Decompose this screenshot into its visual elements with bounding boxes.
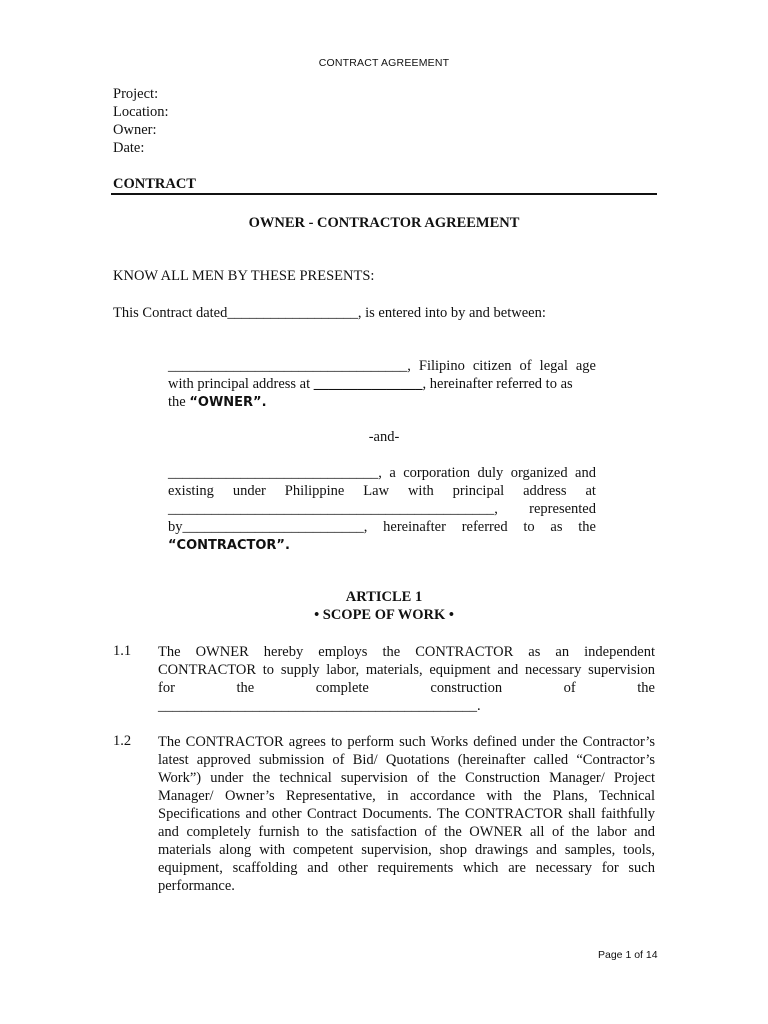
owner-address-blank: _______________ xyxy=(313,376,423,392)
contract-heading: CONTRACT xyxy=(113,176,196,192)
word: address xyxy=(523,483,567,499)
word: Law xyxy=(363,483,390,499)
owner-name-blank: _________________________________ xyxy=(168,358,408,374)
contractor-line-1 xyxy=(168,464,596,482)
clause-text-1-2 xyxy=(158,733,655,895)
represented-text: represented xyxy=(529,501,596,517)
owner-line-2-b: , hereinafter referred to as xyxy=(422,376,573,392)
word: existing xyxy=(168,483,214,499)
contractor-party-block xyxy=(168,464,596,554)
word: with xyxy=(407,483,434,499)
heading-rule xyxy=(111,193,657,195)
clause-line: CONTRACTOR to supply labor, materials, equipment and necessary supervision xyxy=(158,662,655,678)
word: at xyxy=(585,483,596,499)
clause-line: Work”) under the technical supervision of the Construction Manager/ Project xyxy=(158,770,655,786)
contractor-line-4 xyxy=(168,518,596,536)
word: hereinafter xyxy=(383,519,446,535)
owner-line-2 xyxy=(168,375,596,393)
clause-line: performance. xyxy=(158,878,235,894)
owner-line-2-a: with principal address at xyxy=(168,376,311,392)
owner-line-1-text: , Filipino citizen of legal age xyxy=(407,358,596,374)
know-all-men: KNOW ALL MEN BY THESE PRESENTS: xyxy=(113,268,375,284)
word: the xyxy=(578,519,596,535)
clause-line: The OWNER hereby employs the CONTRACTOR as an independent xyxy=(158,644,655,660)
contract-dated-line: This Contract dated__________________, is entered into by and between: xyxy=(113,305,546,321)
page-number: Page 1 of 14 xyxy=(598,949,658,961)
clause-line: The CONTRACTOR agrees to perform such Works defined under the Contractor’s xyxy=(158,734,655,750)
clause-blank-line: ____________________________________________. xyxy=(158,698,481,714)
word: to xyxy=(523,519,535,535)
clause-number: 1.2 xyxy=(113,733,132,749)
clause-line: Manager/ Owner’s Representative, in accordance with the Plans, Technical xyxy=(158,788,655,804)
project-label: Project: xyxy=(113,86,159,102)
clause-text-1-1 xyxy=(158,643,655,715)
owner-party-block xyxy=(168,357,596,411)
clause-line: latest approved submission of Bid/ Quotations (hereinafter called “Contractor’s xyxy=(158,752,655,768)
contractor-line-3 xyxy=(168,500,596,518)
word: referred xyxy=(461,519,508,535)
and-separator: -and- xyxy=(368,429,400,445)
contractor-designation: “CONTRACTOR”. xyxy=(168,538,290,553)
article-title: • SCOPE OF WORK • xyxy=(314,607,454,623)
contractor-line-1-text: , a corporation duly organized and xyxy=(378,465,596,481)
article-number: ARTICLE 1 xyxy=(345,589,423,605)
representative-blank: by_________________________, xyxy=(168,519,368,535)
clause-line: Specifications and other Contract Documents. The CONTRACTOR shall faithfully xyxy=(158,806,655,822)
location-label: Location: xyxy=(113,104,169,120)
date-label: Date: xyxy=(113,140,145,156)
contractor-name-blank: _____________________________ xyxy=(168,465,379,481)
clause-line: equipment, scaffolding and other requirements which are necessary for such xyxy=(158,860,655,876)
clause-number: 1.1 xyxy=(113,643,132,659)
agreement-title: OWNER - CONTRACTOR AGREEMENT xyxy=(248,215,520,231)
contractor-address-blank: _____________________________________________, xyxy=(168,501,498,517)
clause-line: and completely furnish to the satisfaction of the OWNER all of the labor and xyxy=(158,824,655,840)
owner-designation: “OWNER”. xyxy=(189,395,267,410)
owner-line-3 xyxy=(168,393,596,411)
owner-line-3-a: the xyxy=(168,394,186,410)
document-header: CONTRACT AGREEMENT xyxy=(318,57,450,69)
contractor-line-2 xyxy=(168,482,596,500)
contractor-line-5 xyxy=(168,536,596,554)
word: principal xyxy=(452,483,505,499)
word: under xyxy=(232,483,266,499)
owner-label: Owner: xyxy=(113,122,157,138)
word: as xyxy=(550,519,563,535)
clause-line: materials along with competent supervision, shop drawings and samples, tools, xyxy=(158,842,655,858)
clause-line: for the complete construction of the xyxy=(158,680,655,696)
owner-line-1 xyxy=(168,357,596,375)
word: Philippine xyxy=(284,483,345,499)
